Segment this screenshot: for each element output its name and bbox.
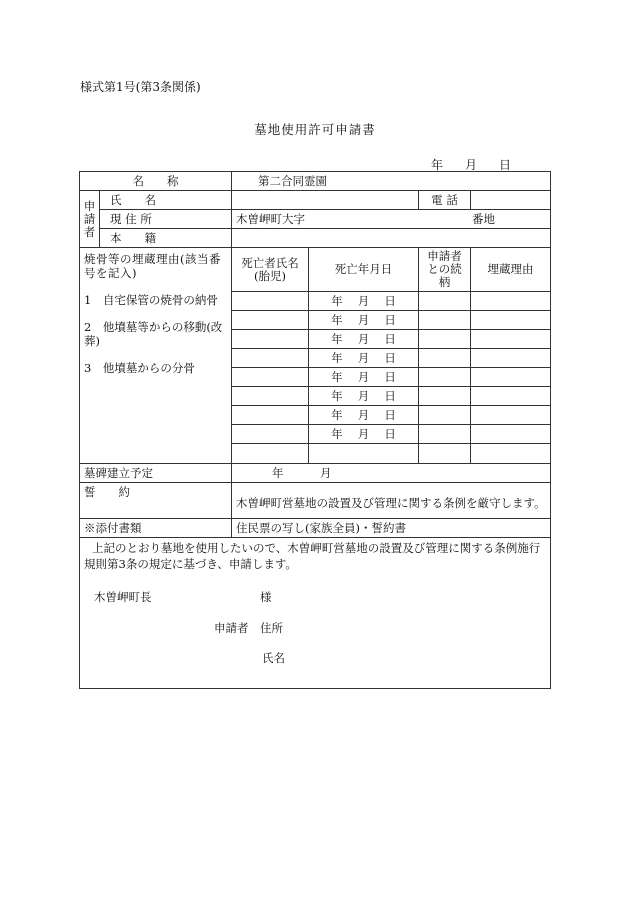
death-date-cell[interactable]: 年 月 日 — [309, 387, 419, 406]
declaration-block — [80, 538, 551, 689]
reason-item-3: 3 他墳墓からの分骨 — [84, 361, 195, 375]
reason-item-1: 1 自宅保管の焼骨の納骨 — [84, 293, 218, 307]
attachments-label: ※添付書類 — [80, 519, 232, 538]
reason-cell[interactable] — [471, 311, 551, 330]
address-suffix: 番地 — [472, 212, 495, 226]
phone-field[interactable] — [471, 191, 551, 210]
application-form-table — [79, 171, 551, 689]
burial-reason-list — [80, 248, 232, 464]
applicant-name-row — [80, 191, 551, 210]
reason-cell[interactable] — [471, 425, 551, 444]
death-date-cell[interactable]: 年 月 日 — [309, 311, 419, 330]
pledge-row — [80, 483, 551, 519]
applicant-name-field[interactable] — [232, 191, 419, 210]
date-month-label: 月 — [465, 158, 478, 172]
col-death-date: 死亡年月日 — [309, 248, 419, 292]
death-date-cell[interactable]: 年 月 日 — [309, 406, 419, 425]
applicant-name-label: 氏 名 — [100, 191, 232, 210]
deceased-name-cell[interactable] — [232, 425, 309, 444]
pledge-label: 誓 約 — [80, 483, 232, 519]
attachments-value: 住民票の写し(家族全員)・誓約書 — [232, 519, 551, 538]
relationship-cell[interactable] — [419, 425, 471, 444]
death-date-cell[interactable]: 年 月 日 — [309, 349, 419, 368]
deceased-name-cell[interactable] — [232, 406, 309, 425]
reason-item-2: 2 他墳墓等からの移動(改葬) — [84, 320, 223, 348]
death-date-cell[interactable]: 年 月 日 — [309, 292, 419, 311]
honorific: 様 — [260, 590, 272, 604]
domicile-row — [80, 229, 551, 248]
form-number: 様式第1号(第3条関係) — [80, 80, 201, 94]
monument-month-label: 月 — [320, 466, 332, 480]
declaration-row — [80, 538, 551, 689]
declaration-line-2: 規則第3条の規定に基づき、申請します。 — [84, 557, 297, 571]
reason-cell[interactable] — [471, 349, 551, 368]
relationship-cell[interactable] — [419, 330, 471, 349]
death-date-cell[interactable]: 年 月 日 — [309, 368, 419, 387]
death-date-cell[interactable]: 年 月 日 — [309, 425, 419, 444]
burial-header-row — [80, 248, 551, 292]
deceased-name-cell[interactable] — [232, 349, 309, 368]
relationship-cell[interactable] — [419, 349, 471, 368]
col-relationship: 申請者との続柄 — [419, 248, 471, 292]
monument-year-label: 年 — [272, 466, 284, 480]
domicile-field[interactable] — [232, 229, 551, 248]
date-year-label: 年 — [431, 158, 444, 172]
address-field[interactable] — [232, 210, 551, 229]
applicant-label: 申請者 — [214, 621, 249, 635]
declaration-line-1: 上記のとおり墓地を使用したいので、木曽岬町営墓地の設置及び管理に関する条例施行 — [92, 541, 541, 555]
reason-cell[interactable] — [471, 292, 551, 311]
monument-label: 墓碑建立予定 — [80, 464, 232, 483]
addressee: 木曽岬町長 — [94, 590, 152, 604]
cemetery-name-label: 名 称 — [80, 172, 232, 191]
relationship-cell[interactable] — [419, 368, 471, 387]
domicile-label: 本 籍 — [100, 229, 232, 248]
address-label: 現 住 所 — [100, 210, 232, 229]
reason-cell[interactable] — [471, 368, 551, 387]
address-row — [80, 210, 551, 229]
monument-row — [80, 464, 551, 483]
relationship-cell[interactable] — [419, 292, 471, 311]
signature-address-label: 住所 — [260, 621, 283, 635]
pledge-text: 木曽岬町営墓地の設置及び管理に関する条例を厳守します。 — [232, 483, 551, 519]
applicant-group-label: 申 請 者 — [80, 191, 100, 248]
death-date-cell[interactable] — [309, 444, 419, 464]
burial-reason-header: 焼骨等の埋蔵理由(該当番号を記入) — [84, 252, 221, 280]
phone-label: 電 話 — [419, 191, 471, 210]
deceased-name-cell[interactable] — [232, 311, 309, 330]
relationship-cell[interactable] — [419, 406, 471, 425]
cemetery-name-value[interactable]: 第二合同霊園 — [232, 172, 551, 191]
col-reason: 埋蔵理由 — [471, 248, 551, 292]
deceased-name-cell[interactable] — [232, 444, 309, 464]
reason-cell[interactable] — [471, 387, 551, 406]
date-day-label: 日 — [499, 158, 512, 172]
address-value: 木曽岬町大字 — [236, 211, 305, 226]
deceased-name-cell[interactable] — [232, 387, 309, 406]
cemetery-name-row — [80, 172, 551, 191]
deceased-name-cell[interactable] — [232, 330, 309, 349]
monument-date-field[interactable] — [232, 464, 551, 483]
relationship-cell[interactable] — [419, 311, 471, 330]
signature-name-label: 氏名 — [262, 651, 285, 665]
col-deceased-name: 死亡者氏名(胎児) — [232, 248, 309, 292]
relationship-cell[interactable] — [419, 387, 471, 406]
reason-cell[interactable] — [471, 330, 551, 349]
deceased-name-cell[interactable] — [232, 292, 309, 311]
death-date-cell[interactable]: 年 月 日 — [309, 330, 419, 349]
relationship-cell[interactable] — [419, 444, 471, 464]
page-title: 墓地使用許可申請書 — [254, 122, 376, 137]
attachments-row — [80, 519, 551, 538]
reason-cell[interactable] — [471, 444, 551, 464]
reason-cell[interactable] — [471, 406, 551, 425]
deceased-name-cell[interactable] — [232, 368, 309, 387]
